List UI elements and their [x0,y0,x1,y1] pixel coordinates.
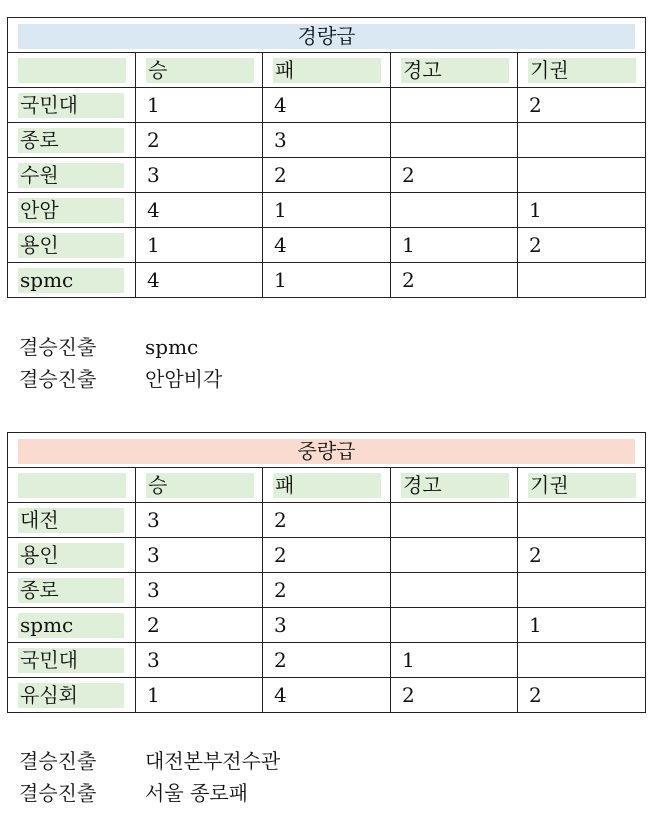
table-title-row [8,18,646,53]
header-label: 패 [273,58,381,83]
value-cell [518,503,646,538]
team-name: 안암 [18,198,124,223]
value-cell [518,158,646,193]
table-title: 경량급 [18,24,635,49]
finalist-value: spmc [145,335,199,359]
table-row [8,608,646,643]
value-cell [518,678,646,713]
team-cell [8,538,136,573]
table-row [8,228,646,263]
losses-value: 3 [274,612,287,637]
table-title-row [8,433,646,468]
header-cell [518,53,646,88]
header-cell [263,468,391,503]
value-cell [391,193,518,228]
forfeits-value: 2 [529,92,542,117]
value-cell [518,263,646,298]
value-cell [136,643,263,678]
table-title-cell [8,433,646,468]
team-name: 대전 [18,508,124,533]
value-cell [263,503,391,538]
value-cell [391,158,518,193]
value-cell [518,643,646,678]
header-row [8,53,646,88]
team-cell [8,228,136,263]
warnings-value: 2 [402,162,415,187]
value-cell [263,643,391,678]
table-row [8,678,646,713]
value-cell [136,503,263,538]
forfeits-value: 1 [529,612,542,637]
losses-value: 3 [274,127,287,152]
value-cell [518,538,646,573]
finalist-line [19,777,280,809]
team-name: 수원 [18,163,124,188]
losses-value: 2 [274,542,287,567]
team-cell [8,193,136,228]
header-label: 기권 [528,58,636,83]
finalist-label: 결승진출 [19,367,97,391]
wins-value: 3 [147,507,160,532]
value-cell [391,678,518,713]
forfeits-value: 1 [529,197,542,222]
value-cell [136,193,263,228]
losses-value: 2 [274,647,287,672]
table-row [8,263,646,298]
value-cell [136,573,263,608]
wins-value: 3 [147,647,160,672]
team-name: 용인 [18,233,124,258]
header-cell [8,468,136,503]
value-cell [518,193,646,228]
heavyweight-table [7,432,646,713]
table-row [8,503,646,538]
value-cell [263,158,391,193]
finalist-line [19,363,222,395]
table-row [8,88,646,123]
losses-value: 4 [274,92,287,117]
team-name: 종로 [18,128,124,153]
team-cell [8,643,136,678]
warnings-value: 2 [402,267,415,292]
wins-value: 4 [147,267,160,292]
forfeits-value: 2 [529,542,542,567]
value-cell [391,608,518,643]
losses-value: 4 [274,232,287,257]
value-cell [391,538,518,573]
wins-value: 1 [147,232,160,257]
team-name: 용인 [18,543,124,568]
table-row [8,123,646,158]
team-name: 국민대 [18,93,124,118]
finalist-line [19,331,222,363]
value-cell [136,678,263,713]
header-label: 패 [273,473,381,498]
losses-value: 4 [274,682,287,707]
team-cell [8,123,136,158]
header-label [18,58,126,83]
finalist-label: 결승진출 [19,781,97,805]
value-cell [136,158,263,193]
team-name: spmc [18,613,124,638]
value-cell [263,123,391,158]
value-cell [518,123,646,158]
team-cell [8,158,136,193]
value-cell [391,573,518,608]
header-label: 기권 [528,473,636,498]
team-name: 유심회 [18,683,124,708]
team-name: 종로 [18,578,124,603]
value-cell [263,193,391,228]
header-cell [8,53,136,88]
losses-value: 1 [274,267,287,292]
forfeits-value: 2 [529,682,542,707]
losses-value: 2 [274,577,287,602]
wins-value: 3 [147,162,160,187]
header-cell [518,468,646,503]
lightweight-table [7,17,646,298]
wins-value: 2 [147,612,160,637]
value-cell [391,503,518,538]
value-cell [518,88,646,123]
team-cell [8,503,136,538]
header-cell [136,53,263,88]
value-cell [391,228,518,263]
losses-value: 1 [274,197,287,222]
value-cell [518,228,646,263]
header-label: 승 [146,473,254,498]
value-cell [263,678,391,713]
table-row [8,158,646,193]
value-cell [136,263,263,298]
value-cell [263,608,391,643]
team-cell [8,608,136,643]
header-label [18,473,126,498]
wins-value: 3 [147,542,160,567]
finalist-value: 안암비각 [145,367,223,391]
table-row [8,643,646,678]
value-cell [136,88,263,123]
finalist-line [19,745,280,777]
forfeits-value: 2 [529,232,542,257]
header-label: 경고 [401,473,509,498]
value-cell [391,88,518,123]
warnings-value: 1 [402,232,415,257]
value-cell [263,573,391,608]
table-row [8,573,646,608]
header-row [8,468,646,503]
header-cell [263,53,391,88]
heavyweight-finalists [19,745,280,809]
value-cell [263,88,391,123]
value-cell [136,538,263,573]
value-cell [263,228,391,263]
team-name: 국민대 [18,648,124,673]
team-name: spmc [18,268,124,293]
header-cell [391,53,518,88]
value-cell [518,573,646,608]
team-cell [8,678,136,713]
header-label: 승 [146,58,254,83]
finalist-value: 대전본부전수관 [145,749,281,773]
header-label: 경고 [401,58,509,83]
value-cell [391,123,518,158]
table-row [8,538,646,573]
warnings-value: 1 [402,647,415,672]
value-cell [136,228,263,263]
finalist-label: 결승진출 [19,749,97,773]
lightweight-finalists [19,331,222,395]
header-cell [391,468,518,503]
finalist-label: 결승진출 [19,335,97,359]
header-cell [136,468,263,503]
wins-value: 1 [147,92,160,117]
table-title: 중량급 [18,439,635,464]
value-cell [136,123,263,158]
value-cell [391,263,518,298]
value-cell [518,608,646,643]
losses-value: 2 [274,507,287,532]
wins-value: 3 [147,577,160,602]
team-cell [8,573,136,608]
value-cell [263,538,391,573]
table-title-cell [8,18,646,53]
value-cell [391,643,518,678]
team-cell [8,88,136,123]
wins-value: 4 [147,197,160,222]
table-row [8,193,646,228]
wins-value: 1 [147,682,160,707]
wins-value: 2 [147,127,160,152]
losses-value: 2 [274,162,287,187]
value-cell [263,263,391,298]
value-cell [136,608,263,643]
warnings-value: 2 [402,682,415,707]
finalist-value: 서울 종로패 [145,781,248,805]
team-cell [8,263,136,298]
